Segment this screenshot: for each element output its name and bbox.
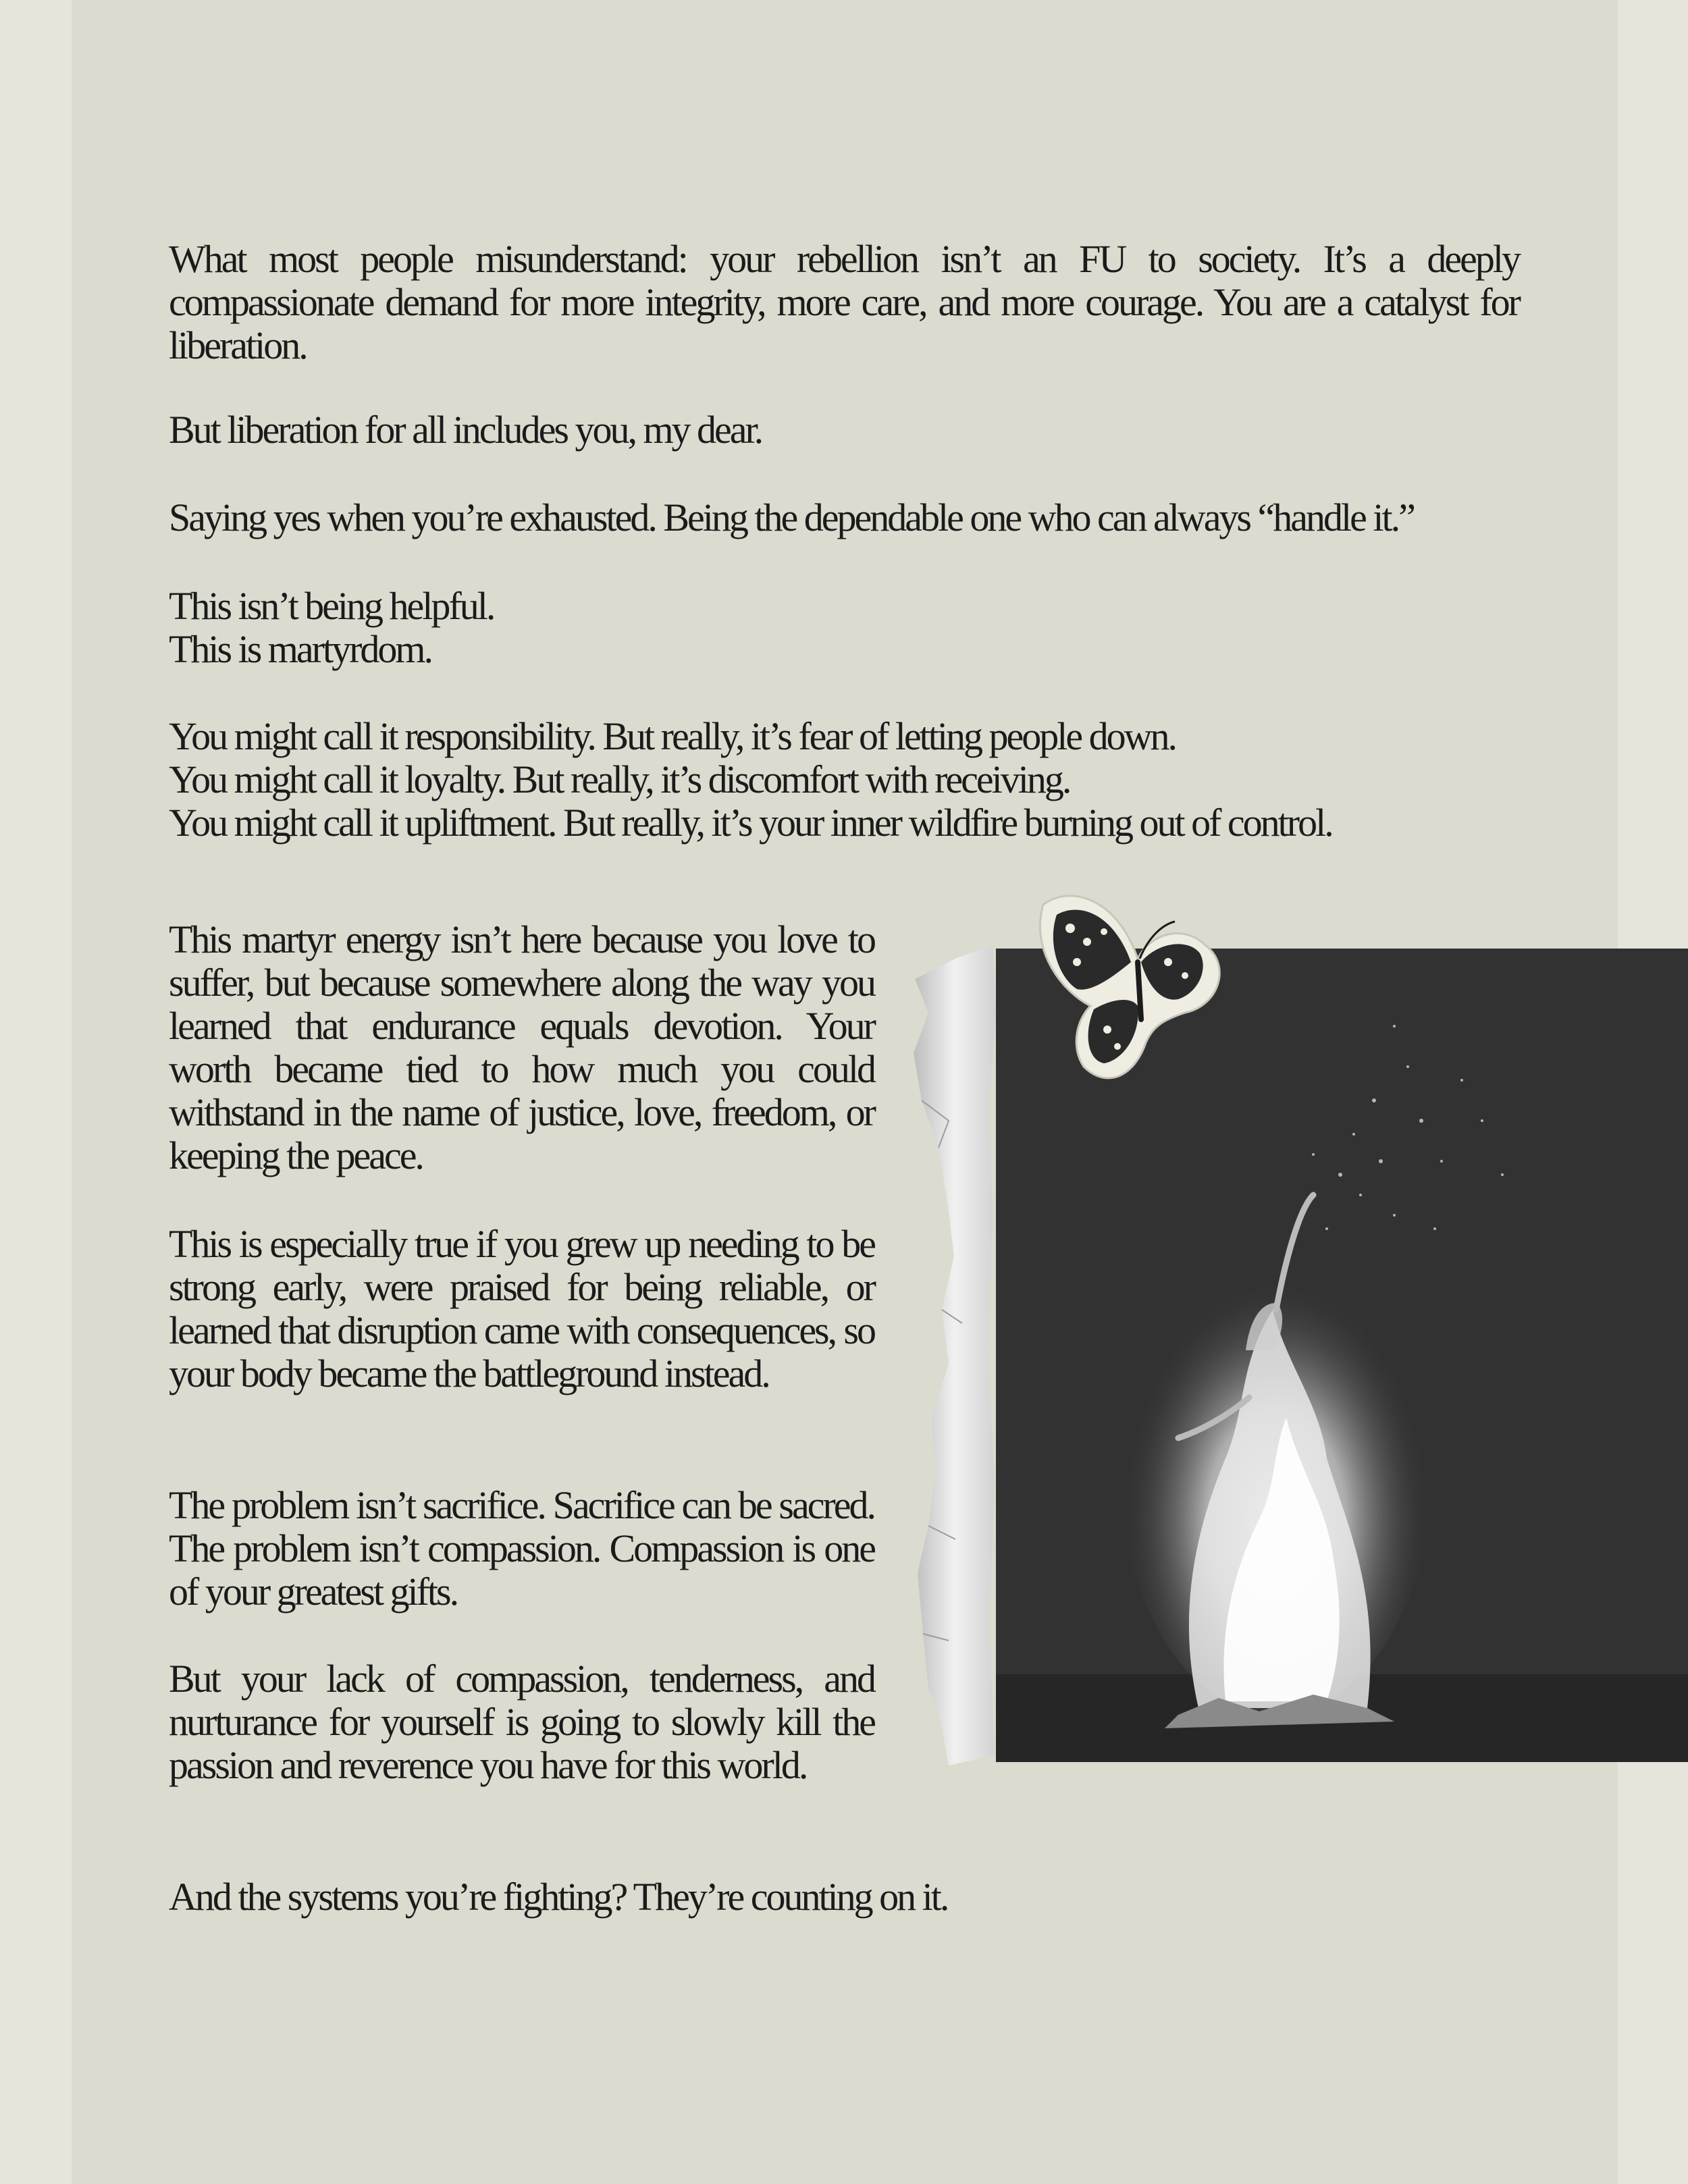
- paragraph-martyrdom: [169, 585, 1519, 671]
- paragraph-especially-true: This is especially true if you grew up needing to be strong early, were praised for being reliable, or learned that disruption came with consequences, so your body became the battleground instead.: [169, 1222, 874, 1395]
- paragraph-rebellion: What most people misunderstand: your rebellion isn’t an FU to society. It’s a deeply compassionate demand for more integrity, more care, and more courage. You are a catalyst for liberation.: [169, 237, 1519, 367]
- call-it-line-3: You might call it upliftment. But really, it’s your inner wildfire burning out of control.: [169, 801, 1332, 845]
- call-it-line-2: You might call it loyalty. But really, it’s discomfort with receiving.: [169, 757, 1070, 801]
- torn-paper-edge: [914, 945, 996, 1765]
- paragraph-you-might-call-it: [169, 715, 1519, 845]
- paragraph-liberation: But liberation for all includes you, my dear.: [169, 408, 762, 452]
- martyrdom-line-1: This isn’t being helpful.: [169, 584, 494, 628]
- paragraph-closing: And the systems you’re fighting? They’re counting on it.: [169, 1875, 948, 1919]
- paragraph-saying-yes: Saying yes when you’re exhausted. Being the dependable one who can always “handle it.”: [169, 496, 1414, 539]
- paragraph-lack-of-compassion: But your lack of compassion, tenderness, and nurturance for yourself is going to slowly kill the passion and reverence you have for this world.: [169, 1657, 874, 1787]
- paragraph-martyr-energy: This martyr energy isn’t here because you love to suffer, but because somewhere along the way you learned that endurance equals devotion. Your worth became tied to how much you could withstand in the name of justice, love, freedom, or keeping the peace.: [169, 917, 874, 1177]
- martyrdom-line-2: This is martyrdom.: [169, 627, 432, 671]
- bonfire-collage: [908, 878, 1688, 1769]
- paragraph-problem-sacrifice: The problem isn’t sacrifice. Sacrifice can be sacred. The problem isn’t compassion. Compassion is one of your greatest gifts.: [169, 1483, 874, 1614]
- call-it-line-1: You might call it responsibility. But really, it’s fear of letting people down.: [169, 714, 1176, 758]
